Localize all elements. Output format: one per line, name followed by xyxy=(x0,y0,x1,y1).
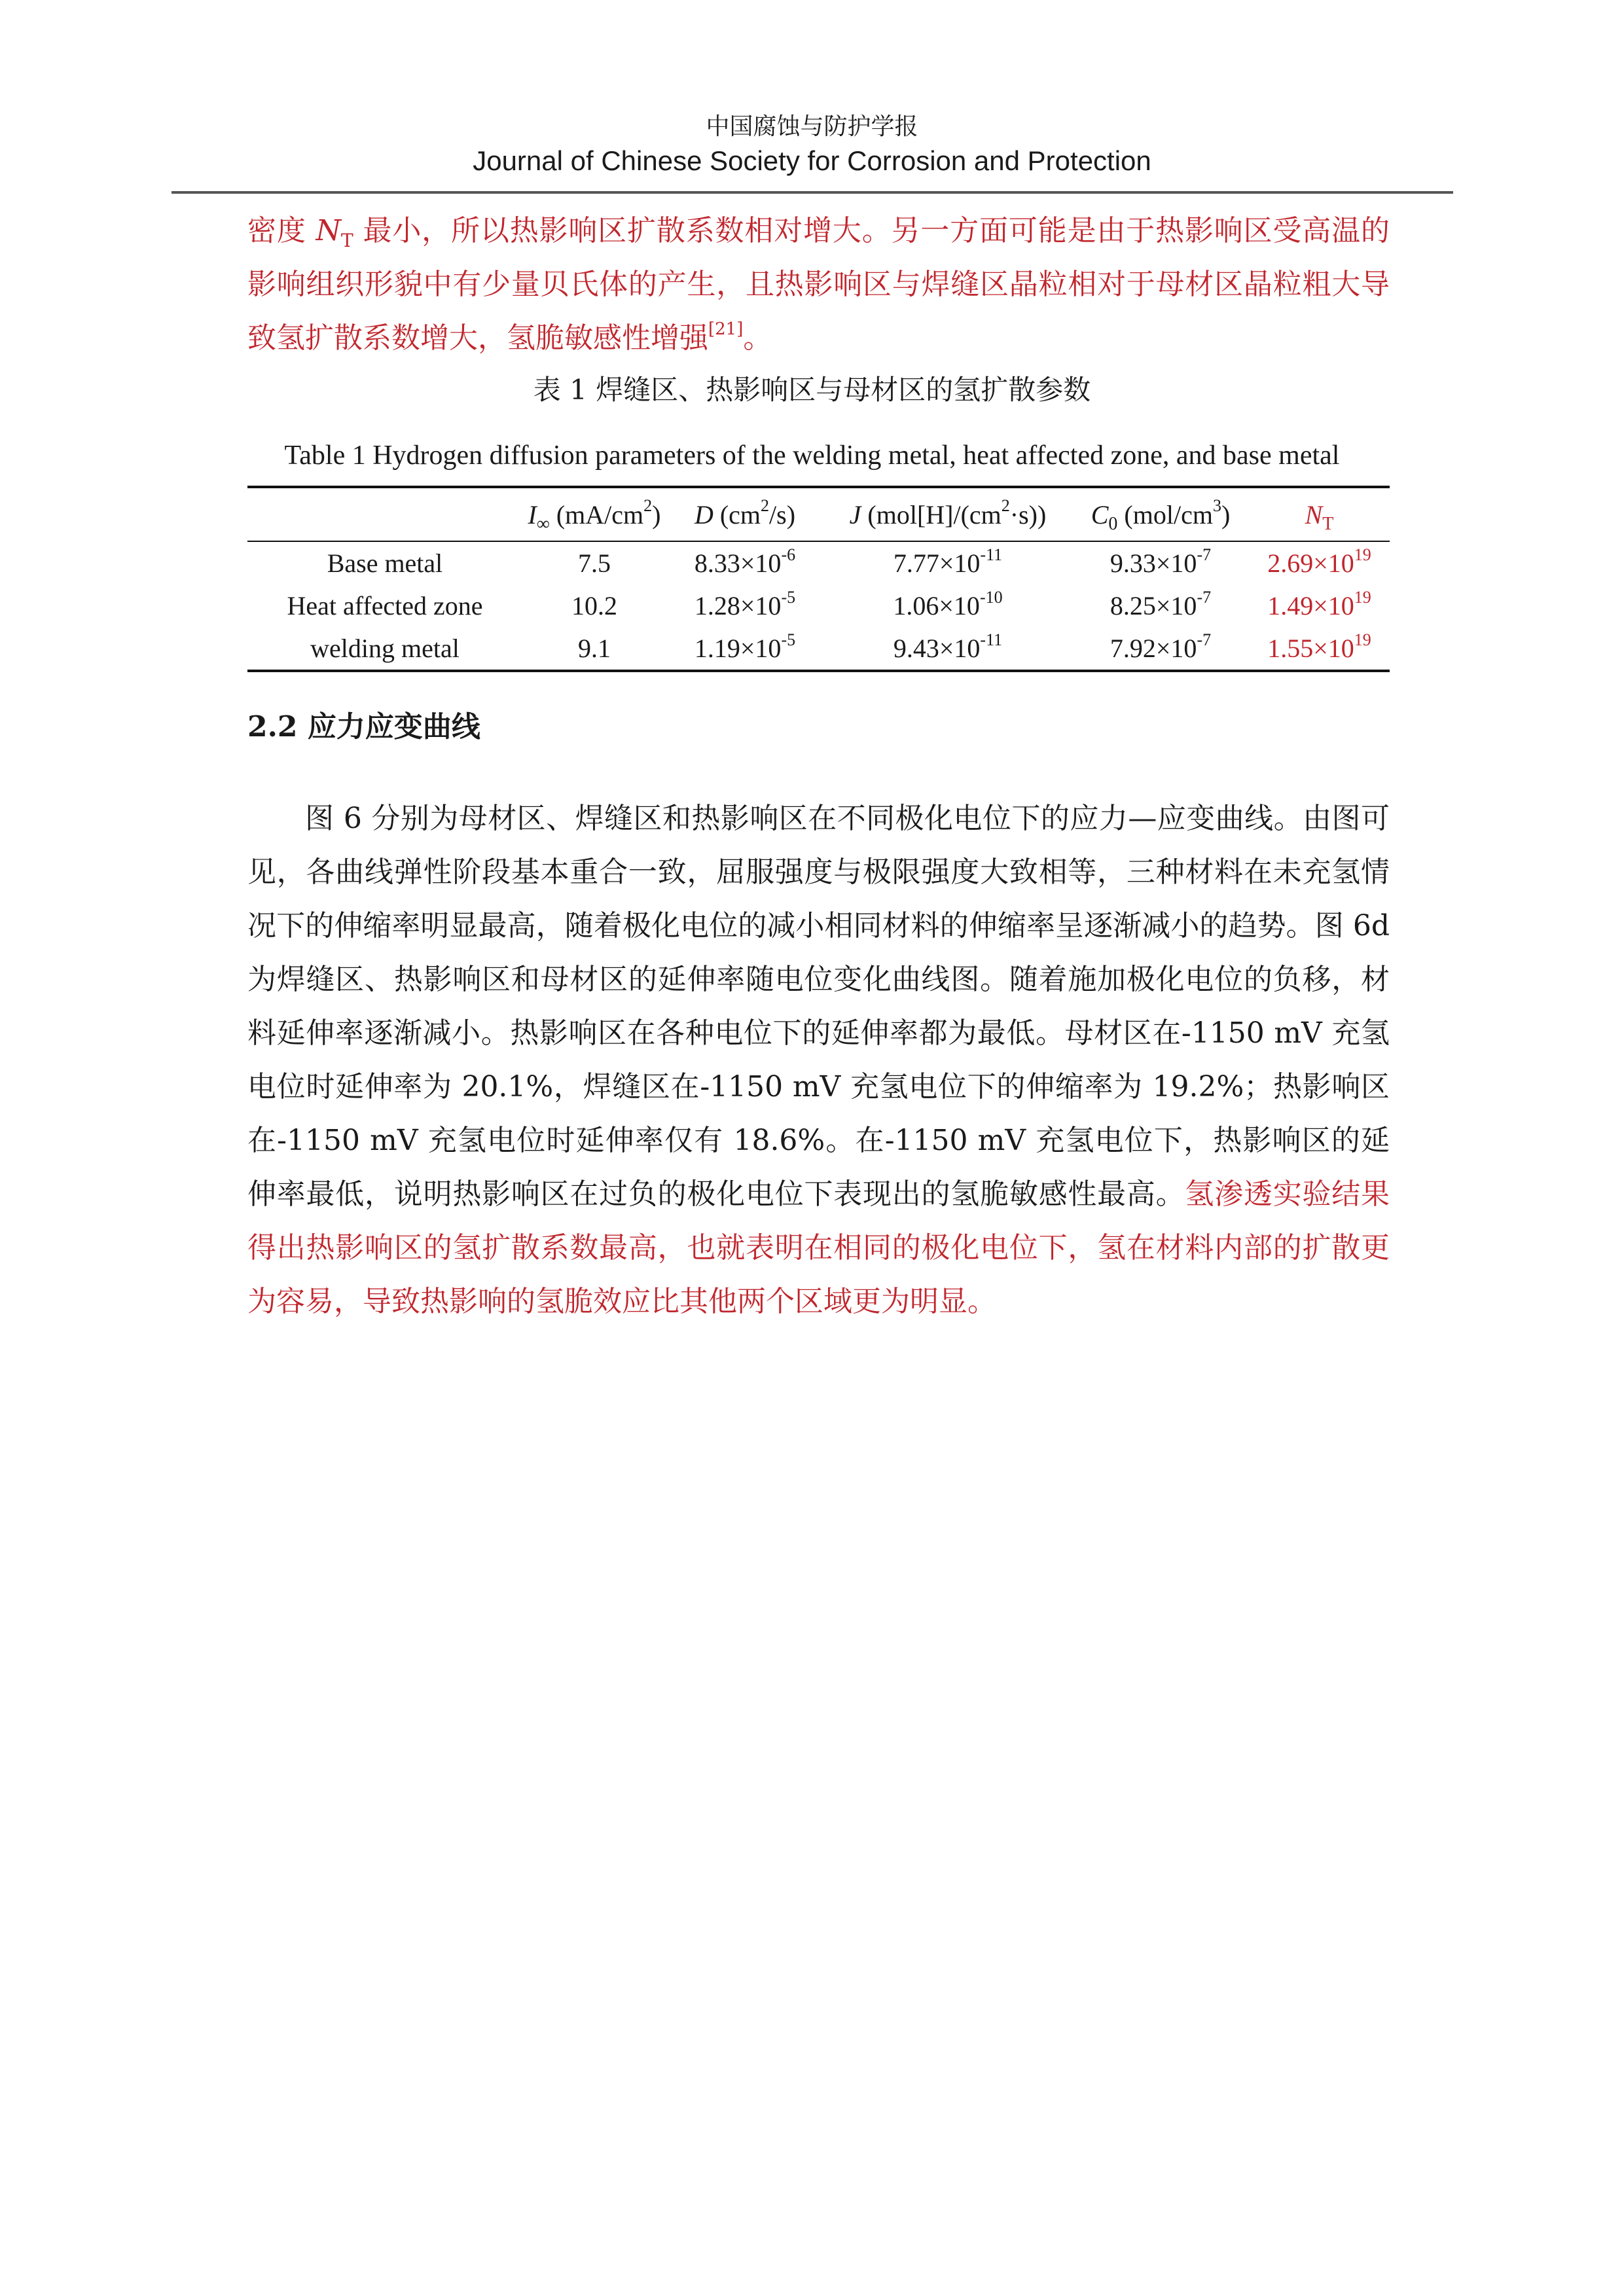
cell-c0: $8.25\times 10^{-7}$ xyxy=(1110,587,1212,620)
cell-d: $1.28\times 10^{-5}$ xyxy=(694,587,796,620)
header-empty xyxy=(247,487,522,541)
table-header-row xyxy=(247,487,1390,541)
row-label: Base metal xyxy=(327,548,443,578)
body-paragraph xyxy=(247,792,1390,1329)
header-rule xyxy=(171,191,1453,194)
cell-j: $9.43\times 10^{-11}$ xyxy=(893,630,1003,663)
citation-21: [21] xyxy=(708,319,744,340)
intro-text-3: 。 xyxy=(743,321,772,355)
section-heading: 2.2 应力应变曲线 xyxy=(247,710,480,744)
journal-title-en: Journal of Chinese Society for Corrosion and Protection xyxy=(473,145,1151,176)
header-d: D $(cm^2/s)$ xyxy=(694,496,796,529)
header-c0: $C_0$ $(mol/cm^3)$ xyxy=(1091,496,1231,534)
header-nt: $N_T$ xyxy=(1305,499,1334,534)
cell-c0: $9.33\times 10^{-7}$ xyxy=(1110,545,1212,578)
table-row xyxy=(247,584,1390,627)
cell-nt: $2.69\times 10^{19}$ xyxy=(1267,545,1371,578)
intro-var-n-sub: T xyxy=(341,229,353,251)
journal-header xyxy=(0,110,1624,178)
row-label: Heat affected zone xyxy=(287,591,483,620)
cell-d: $8.33\times 10^{-6}$ xyxy=(694,545,796,578)
header-j: J $(mol[H]/(cm^2\cdot s))$ xyxy=(849,496,1047,529)
cell-d: $1.19\times 10^{-5}$ xyxy=(694,630,796,663)
body-text-red: 氢渗透实验结果得出热影响区的氢扩散系数最高，也就表明在相同的极化电位下，氢在材料内部的扩散更为容易，导致热影响的氢脆效应比其他两个区域更为明显。 xyxy=(247,1177,1390,1318)
intro-paragraph xyxy=(247,204,1390,365)
hydrogen-diffusion-table xyxy=(247,486,1390,672)
table-row xyxy=(247,627,1390,671)
row-label: welding metal xyxy=(310,634,460,663)
cell-c0: $7.92\times 10^{-7}$ xyxy=(1110,630,1212,663)
table-caption-cn: 表 1 焊缝区、热影响区与母材区的氢扩散参数 xyxy=(533,374,1091,406)
cell-i: 10.2 xyxy=(571,591,617,620)
header-i-inf: $I_\infty$ $(mA/cm^2)$ xyxy=(528,496,661,534)
intro-text-2: 最小，所以热影响区扩散系数相对增大。另一方面可能是由于热影响区受高温的影响组织形貌中有少量贝氏体的产生，且热影响区与焊缝区晶粒相对于母材区晶粒粗大导致氢扩散系数增大，氢脆敏感性增强 xyxy=(247,214,1390,355)
cell-j: $1.06\times 10^{-10}$ xyxy=(893,587,1003,620)
cell-nt: $1.55\times 10^{19}$ xyxy=(1267,630,1371,663)
cell-i: 9.1 xyxy=(578,634,611,663)
table-row xyxy=(247,541,1390,584)
journal-title-cn: 中国腐蚀与防护学报 xyxy=(706,113,918,140)
table-caption-en: Table 1 Hydrogen diffusion parameters of the welding metal, heat affected zone, and base metal xyxy=(284,440,1340,471)
cell-nt: $1.49\times 10^{19}$ xyxy=(1267,587,1371,620)
cell-i: 7.5 xyxy=(578,548,611,578)
body-text-black: 图 6 分别为母材区、焊缝区和热影响区在不同极化电位下的应力—应变曲线。由图可见，各曲线弹性阶段基本重合一致，屈服强度与极限强度大致相等，三种材料在未充氢情况下的伸缩率明显最高，随着极化电位的减小相同材料的伸缩率呈逐渐减小的趋势。图 6d 为焊缝区、热影响区和母材区的延伸率随电位变化曲线图。随着施加极化电位的负移，材料延伸率逐渐减小。热影响区在各种电位下的延伸率都为最低。母材区在-1150 mV 充氢电位时延伸率为 20.1%，焊缝区在-1150 mV 充氢电位下的伸缩率为 19.2%；热影响区在-1150 mV 充氢电位时延伸率仅有 18.6%。在-1150 mV 充氢电位下，热影响区的延伸率最低，说明热影响区在过负的极化电位下表现出的氢脆敏感性最高。 xyxy=(247,802,1390,1211)
intro-var-n: N xyxy=(316,214,341,247)
intro-text-1: 密度 xyxy=(247,214,316,247)
cell-j: $7.77\times 10^{-11}$ xyxy=(893,545,1003,578)
